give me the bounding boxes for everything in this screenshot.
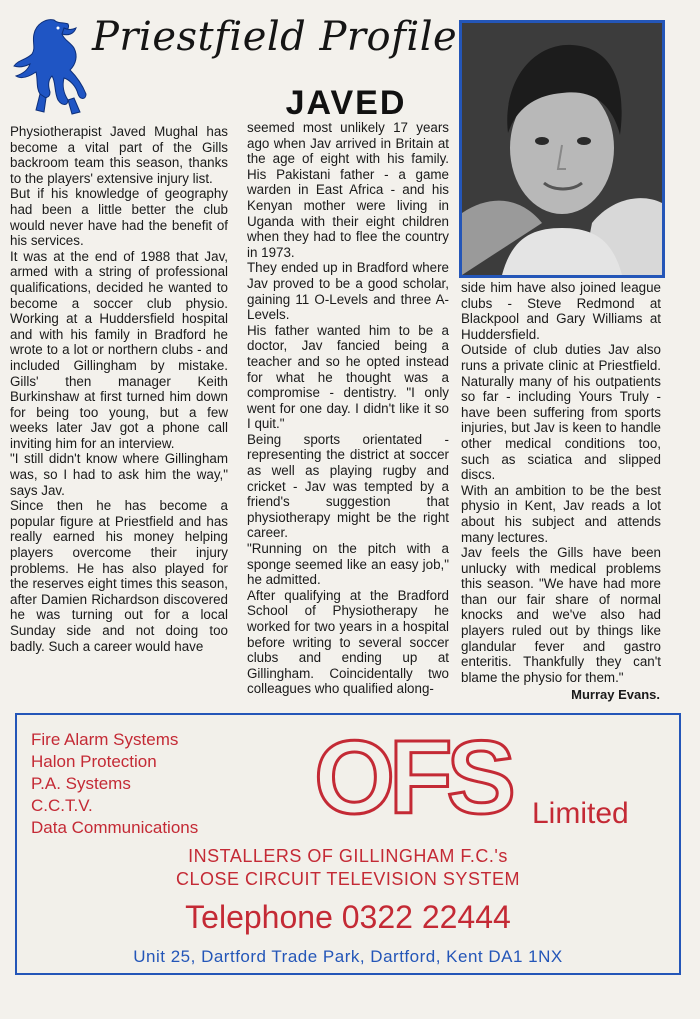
player-portrait <box>459 20 665 278</box>
installers-line: INSTALLERS OF GILLINGHAM F.C.'s <box>188 846 508 866</box>
services-list <box>31 729 198 839</box>
ofs-logo <box>303 721 521 831</box>
article-paragraph: They ended up in Bradford where Jav proved to be a good scholar, gaining 11 O-Levels and three A-Levels. <box>247 260 449 323</box>
article-paragraph: Being sports orientated - representing the district at soccer as well as playing rugby and cricket - Jav was tempted by a friend's suggestion that physiotherapy might be the right career. <box>247 431 449 541</box>
article-paragraph: After qualifying at the Bradford School of Physiotherapy he worked for two years in a hospital before writing to several soccer clubs and ending up at Gillingham. Coincidentally two colleagues who qualified along- <box>247 587 449 697</box>
installers-line: CLOSE CIRCUIT TELEVISION SYSTEM <box>176 869 520 889</box>
article-column-2 <box>247 120 449 697</box>
article-paragraph: It was at the end of 1988 that Jav, armed with a string of professional qualifications, decided he wanted to become a soccer club physio. Working at a Huddersfield hospital and with his family in Bradford he wrote to a lot or northern clubs - and included Gillingham by mistake. Gills' then manager Keith Burkinshaw at first turned him down for being too young, but a few weeks later Jav got a phone call inviting him for an interview. <box>10 248 228 451</box>
article-paragraph: His father wanted him to be a doctor, Jav fancied being a teacher and so he opted instead for what he thought was a compromise - dentistry. "I only went for one day. I didn't like it so I quit." <box>247 322 449 432</box>
article-paragraph: But if his knowledge of geography had been a little better the club would never have had the benefit of his services. <box>10 186 228 249</box>
article-paragraph: Physiotherapist Javed Mughal has become a vital part of the Gills backroom team this season, thanks to the players' extensive injury list. <box>10 124 228 186</box>
article-paragraph: "Running on the pitch with a sponge seemed like an easy job," he admitted. <box>247 541 449 588</box>
profile-name: JAVED <box>285 84 407 122</box>
installers-text <box>17 845 679 891</box>
author-byline: Murray Evans. <box>571 687 660 702</box>
telephone-number: Telephone 0322 22444 <box>185 899 511 935</box>
address-line: Unit 25, Dartford Trade Park, Dartford, Kent DA1 1NX <box>133 947 563 966</box>
limited-label: Limited <box>532 797 629 830</box>
article-column-3 <box>461 280 661 685</box>
service-item: P.A. Systems <box>31 774 131 793</box>
article-paragraph: side him have also joined league clubs - Steve Redmond at Blackpool and Gary Williams at Huddersfield. <box>461 280 661 342</box>
page-title: Priestfield Profile <box>92 14 458 60</box>
service-item: Fire Alarm Systems <box>31 730 179 749</box>
article-paragraph: seemed most unlikely 17 years ago when Jav arrived in Britain at the age of eight with his family. His Pakistani father - a game warden in East Africa - and his Kenyan mother were living in Uganda with their eight children when they had to flee the country in 1973. <box>247 120 449 260</box>
svg-text:OFS: OFS <box>314 721 510 831</box>
service-item: Data Communications <box>31 818 199 837</box>
service-item: C.C.T.V. <box>31 796 93 815</box>
article-paragraph: Outside of club duties Jav also runs a private clinic at Priestfield. Naturally many of his outpatients so far - including Yours Truly - have been suffering from sports injuries, but Jav is keen to handle other medical conditions too, such as sciatica and slipped discs. <box>461 342 661 483</box>
article-paragraph: "I still didn't know where Gillingham was, so I had to ask him the way," says Jav. <box>10 451 228 498</box>
article-paragraph: With an ambition to be the best physio in Kent, Jav reads a lot about his subject and attends many lectures. <box>461 482 661 545</box>
article-column-1 <box>10 124 228 654</box>
article-paragraph: Jav feels the Gills have been unlucky with medical problems this season. "We have had more than our fair share of normal knocks and we've also had players ruled out by things like glandular fever and gastro enteritis. Thankfully they can't blame the physio for them." <box>461 545 661 685</box>
rearing-horse-icon <box>6 14 98 122</box>
service-item: Halon Protection <box>31 752 157 771</box>
ofs-advert <box>15 713 681 975</box>
article-paragraph: Since then he has become a popular figure at Priestfield and has really earned his money helping players overcome their injury problems. He has also played for the reserves eight times this season, after Damien Richardson discovered he was turning out for a local Sunday side and not doing too badly. Such a career would have <box>10 498 228 654</box>
